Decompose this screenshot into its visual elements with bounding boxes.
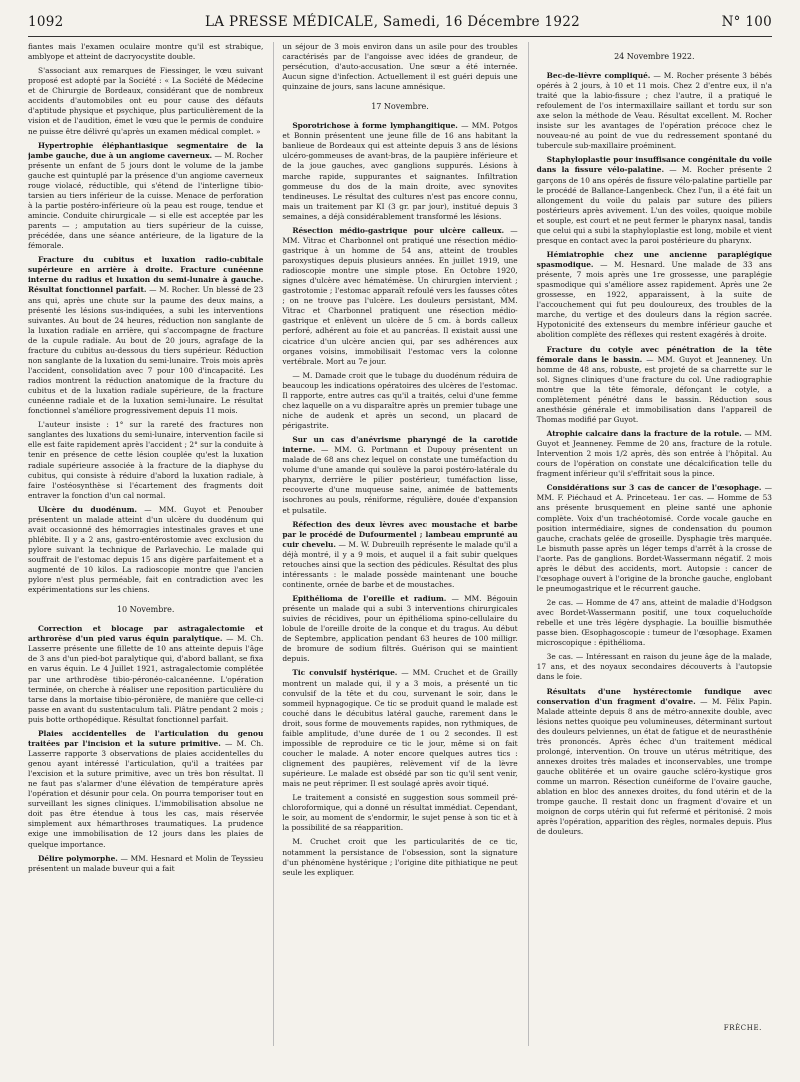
article-body: 3e cas. — Intéressant en raison du jeune âge de la malade, 17 ans, et des noyaux secondaires découverts à l'autopsie dans le foie. — [536, 652, 772, 682]
session-date — [537, 52, 772, 63]
session-date — [28, 605, 263, 616]
article-paragraph — [28, 255, 263, 416]
article-body: L'auteur insiste : 1° sur la rareté des fractures non sanglantes des luxations du semi-lunaire, intervention facile si elle est faite rapidement après l'accident ; 2° sur la conduite à tenir en présence de cette lésion couplée qu'est la luxation radiale supérieure associée à la fracture de la diaphyse du cubitus, qui consiste à réduire d'abord la luxation radiale, à faire l'ostéosynthèse si l'écartement des fragments doit entraver la fonction d'un cal normal. — [28, 420, 264, 500]
text-columns — [28, 42, 772, 1046]
header-rule — [28, 36, 772, 37]
article-title: Considérations sur 3 cas de cancer de l'œsophage. — [546, 483, 762, 493]
article-title: Epithélioma de l'oreille et radium. — [292, 594, 447, 603]
article-body: — M. Damade croit que le tubage du duodénum réduira de beaucoup les indications opératoires des ulcères de l'estomac. Il rapporte, entre autres cas qu'il a traités, celui d'une femme chez laquelle on a vu disparaître après un premier tubage une niche de audenk et après un second, un placard de périgastrite. — [282, 370, 518, 430]
article-body: Le traitement a consisté en suggestion sous sommeil pré-chloroformique, qui a donné un résultat immédiat. Cependant, le soir, au moment de s'endormir, le sujet pense à son tic et à la possibilité de sa réapparition. — [282, 793, 518, 833]
article-body: un séjour de 3 mois environ dans un asile pour des troubles caractérisés par de l'angoisse avec idées de grandeur, de persécution, d'auto-accusation. Une sœur a été internée. Aucun signe d'infection. Actuellement il est guéri depuis une quinzaine de jours, sans lacune amnésique. — [282, 42, 518, 92]
article-body: S'associant aux remarques de Fiessinger, le vœu suivant proposé est adopté par la Société : « La Société de Médecine et de Chirurgie de Bordeaux, considérant que de nombreux accidents d'automobiles ont eu pour cause des défauts d'aptitude physique et psychique, plus particulièrement de la vision et de l'audition, émet le vœu que le permis de conduire ne puisse être délivré qu'après un examen médical complet. » — [28, 66, 264, 136]
article-paragraph — [282, 435, 517, 516]
article-body: — M. Rocher présente un enfant de 5 jours dont le volume de la jambe gauche est quintuplé par la présence d'un angiome caverneux rouge violacé, réductible, qui s'étend de l'interligne tibio-tarsien au tiers inférieur de la cuisse. Menace de perforation à la partie postéro-inférieure où la peau est rouge, tendue et amincie. Conduite chirurgicale — si elle est acceptée par les parents — ; amputation au tiers supérieur de la cuisse, précédée, dans une séance antérieure, de la ligature de la fémorale. — [28, 150, 264, 251]
article-paragraph — [28, 505, 263, 596]
article-paragraph — [537, 250, 772, 341]
article-paragraph — [282, 668, 517, 789]
article-title: Sporotrichose à forme lymphangitique. — [292, 121, 458, 131]
session-date-text: 10 Novembre. — [116, 605, 175, 615]
article-title: Staphyloplastie pour insuffisance congénitale du voile dans la fissure vélo-palatine. — [536, 155, 772, 175]
issue-number: N° 100 — [721, 14, 772, 30]
article-body: — M. Rocher présente 2 garçons de 10 ans opérés de fissure vélo-palatine partielle par le procédé de Ballance-Langenbeck. Chez l'un, il a été fait un allongement du voile du palais par suture des piliers postérieurs après avivement. L'un des voiles, quoique mobile et souple, est court et ne peut fermer le pharynx nasal, tandis que celui qui a subi la staphyloplastie est long, mobile et vient presque en contact avec la paroi postérieure du pharynx. — [536, 165, 772, 245]
article-paragraph — [537, 71, 772, 152]
article-body: — M. Ch. Lasserre présente une fillette de 10 ans atteinte depuis l'âge de 3 ans d'un pied-bot paralytique qui, d'abord ballant, se fixa en varus équin. Le 4 Juillet 1921, astragalectomie complétée par une arthrodèse tibio-péronéo-calcanéenne. L'opération terminée, on cherche à réaliser une reposition particulière du tarse dans la mortaise tibio-péronière, de manière que celle-ci passe en avant du sustentaculum tali. Plâtre pendant 2 mois ; puis botte orthopédique. Résultat fonctionnel parfait. — [28, 634, 264, 724]
article-paragraph — [282, 520, 517, 590]
article-paragraph — [28, 42, 263, 62]
article-body: — MM. Guyot et Jeanneney. Un homme de 48 ans, robuste, est projeté de sa charrette sur le sol. Signes cliniques d'une fracture du col. Une radiographie montre que la tête fémorale, défonçant le cotyle, a complètement pénétré dans le bassin. Réduction sous anesthésie générale et immobilisation dans l'appareil de Thomas modifié par Guyot. — [536, 354, 772, 424]
article-paragraph — [28, 624, 263, 725]
article-body: — MM. Potgos et Bonnin présentent une jeune fille de 16 ans habitant la banlieue de Bordeaux qui est atteinte depuis 3 ans de lésions ulcéro-gommeuses de avant-bras, de la paupière inférieure et de la joue gauches, avec ganglions suppurés. Lésions à marche rapide, suppurantes et saignantes. Infiltration gommeuse du dos de la main droite, avec synovites tendineuses. Le résultat des cultures n'est pas encore connu, mais un traitement par KI (3 gr. par jour), institué depuis 3 semaines, a déjà considérablement transformé les lésions. — [282, 121, 518, 221]
article-body: 2e cas. — Homme de 47 ans, atteint de maladie d'Hodgson avec Bordet-Wassermann positif, une toux coqueluchoïde rebelle et une très légère dysphagie. La bouillie bismuthée passe bien. Œsophagoscopie : tumeur de l'œsophage. Examen microscopique : épithélioma. — [536, 598, 772, 648]
article-title: Fracture du cubitus et luxation radio-cubitale supérieure en arrière à droite. Fracture cunéenne interne du radius et luxation du semi-lunaire à gauche. Résultat fonctionnel parfait. — [28, 255, 264, 295]
article-paragraph — [28, 420, 263, 501]
article-paragraph — [537, 598, 772, 648]
journal-title: LA PRESSE MÉDICALE, Samedi, 16 Décembre 1922 — [205, 14, 581, 30]
article-body: — MM. Cruchet et de Grailly montrent un malade qui, il y a 3 mois, a présenté un tic convulsif de la tête et du cou, survenant le soir, dans le sommeil hypnagogique. Ce tic se produit quand le malade est couché dans le décubitus latéral gauche, rarement dans le droit, sous forme de mouvements rapides, non rythmiques, de faible amplitude, d'une durée de 1 ou 2 secondes. Il est impossible de reproduire ce tic le jour, même si on fait coucher le malade. A noter encore quelques autres tics : clignement des paupières, relèvement vif de la lèvre supérieure. Le malade est obsédé par son tic qu'il sent venir, mais ne peut réprimer. Il est soulagé après avoir tiqué. — [282, 668, 518, 789]
article-title: Délire polymorphe. — [38, 853, 118, 863]
article-paragraph — [282, 42, 517, 92]
article-paragraph — [282, 226, 517, 367]
article-body: — M. W. Dubreuilh représente le malade qu'il a déjà montré, il y a 9 mois, et auquel il a fait subir quelques retouches ainsi que la section des pédicules. Résultat des plus intéressants : le malade possède maintenant une bouche continente, ornée de barbe et de moustaches. — [282, 539, 518, 589]
article-title: Atrophie calcaire dans la fracture de la rotule. — [546, 429, 742, 438]
session-date — [282, 102, 517, 113]
article-title: Plaies accidentelles de l'articulation du genou traitées par l'incision et la suture primitive. — [28, 728, 264, 748]
article-body: — M. Félix Papin. Malade atteinte depuis 8 ans de métro-annexite double, avec lésions nettes quoique peu volumineuses, déterminant surtout des douleurs pelviennes, un état de fatigue et de neurasthénie très prononcés. Après échec d'un traitement médical prolongé, intervention. On trouve un utérus métritique, des annexes droites très malades et inconservables, une trompe gauche oblitérée et un ovaire gauche scléro-kystique gros comme un marron. Résection cunéiforme de l'ovaire gauche, ablation en bloc des annexes droites, du fond utérin et de la trompe gauche. Il restait donc un fragment d'ovaire et un moignon de corps utérin qui fut refermé et péritonisé. 2 mois après l'opération, apparition des règles, normales depuis. Plus de douleurs. — [536, 696, 772, 837]
article-paragraph — [28, 141, 263, 252]
article-paragraph — [282, 371, 517, 431]
article-paragraph — [537, 483, 772, 594]
author-signature: FRÈCHE. — [723, 1024, 762, 1032]
article-paragraph — [28, 729, 263, 850]
column-left — [28, 42, 263, 1046]
article-body: — M. Rocher. Un blessé de 23 ans qui, après une chute sur la paume des deux mains, a présenté les lésions sus-indiquées, a subi les interventions suivantes. Au bout de 24 heures, réduction non sanglante de la luxation radiale en arrière, qui s'accompagne de fracture de la cupule radiale. Au bout de 20 jours, agrafage de la fracture du cubitus au-dessous du tiers supérieur. Réduction non sanglante de la luxation du semi-lunaire. Trois mois après l'accident, consolidation avec 7 pour 100 d'incapacité. Les radios montrent la réduction anatomique de la fracture du cubitus et de la luxation radiale supérieure, de la fracture cunéenne radiale et de la luxation semi-lunaire. Le résultat fonctionnel s'améliore progressivement depuis 11 mois. — [28, 285, 264, 416]
article-title: Résultats d'une hystérectomie fundique avec conservation d'un fragment d'ovaire. — [536, 686, 772, 706]
article-body: — MM. G. Portmann et Dupouy présentent un malade de 68 ans chez lequel on constate une tuméfaction du volume d'une amande qui soulève la paroi postéro-latérale du pharynx, derrière le pilier postérieur, tuméfaction lisse, recouverte d'une muqueuse saine, animée de battements isochrones au pouls, réniforme, régulière, douée d'expansion et pulsatile. — [282, 445, 518, 515]
article-paragraph — [537, 155, 772, 246]
article-paragraph — [537, 429, 772, 479]
article-body: — M. Rocher présente 3 bébés opérés à 2 jours, à 10 et 11 mois. Chez 2 d'entre eux, il n'a traité que la labio-fissure ; chez l'autre, il a pratiqué le refoulement de l'os intermaxillaire saillant et tordu sur son axe selon la méthode de Veau. Résultat excellent. M. Rocher insiste sur les avantages de l'opération précoce chez le nouveau-né au point de vue du redressement spontané du tubercule sub-maxillaire proéminent. — [536, 70, 772, 151]
page-header — [28, 14, 772, 36]
article-body: — M. Hesnard. Une malade de 33 ans présente, 7 mois après une 1re grossesse, une paraplégie spasmodique qui s'améliore assez rapidement. Après une 2e grossesse, en 1922, apparaissent, à la suite de l'accouchement qui fut peu douloureux, des troubles de la marche, du vertige et des douleurs dans la région sacrée. Hypotonicité des extenseurs du membre inférieur gauche et abolition complète des réflexes qui restent exagérés à droite. — [536, 260, 772, 340]
article-body: M. Cruchet croit que les particularités de ce tic, notamment la persistance de l'obsession, sont la signature d'un phénomène hystérique ; l'origine dite pithiatique ne peut seule les expliquer. — [282, 837, 518, 877]
article-title: Résection médio-gastrique pour ulcère calleux. — [292, 225, 505, 235]
article-title: Fracture du cotyle avec pénétration de la tête fémorale dans le bassin. — [536, 344, 772, 364]
article-paragraph — [282, 594, 517, 664]
page-number: 1092 — [28, 14, 64, 30]
article-body: — M. Ch. Lasserre rapporte 3 observations de plaies accidentelles du genou ayant intéressé l'articulation, qu'il a traitées par l'excision et la suture primitive, avec un très bon résultat. Il ne faut pas s'alarmer d'une élévation de température après l'opération et désunir pour cela. On pourra temporiser tout en surveillant les signes cliniques. L'immobilisation absolue ne doit pas être étendue à tous les cas, mais réservée simplement aux hémarthroses traumatiques. La prudence exige une immobilisation de 12 jours dans les plaies de quelque importance. — [28, 738, 264, 849]
column-right — [528, 42, 772, 1046]
article-body: — MM. Guyot et Penouber présentent un malade atteint d'un ulcère du duodénum qui avait occasionné des hémorragies intestinales graves et une phlébite. Il y a 2 ans, gastro-entérostomie avec exclusion du pylore suivant la technique de Parlavechio. Le malade qui souffrait de l'estomac depuis 15 ans digère parfaitement et a augmenté de 10 kilos. La radioscopie montre que l'ancien pylore n'est plus perméable, fait en contradiction avec les expérimentations sur les chiens. — [28, 504, 264, 595]
article-body: — MM. Guyot et Jeanneney. Femme de 20 ans, fracture de la rotule. Intervention 2 mois 1/2 après, dès son entrée à l'hôpital. Au cours de l'opération on constate une décalcification telle du fragment inférieur qu'il s'effritait sous la pince. — [536, 429, 772, 479]
article-title: Hypertrophie éléphantiasique segmentaire de la jambe gauche, due à un angiome caverneux. — [28, 140, 264, 160]
article-paragraph — [537, 687, 772, 838]
article-paragraph — [282, 837, 517, 877]
article-title: Correction et blocage par astragalectomie et arthrorèse d'un pied varus équin paralytique. — [28, 624, 264, 644]
article-body: — MM. Vitrac et Charbonnel ont pratiqué une résection médio-gastrique à un homme de 54 ans, atteint de troubles paroxystiques depuis plusieurs années. En juillet 1919, une radioscopie montre une simple ptose. En Octobre 1920, signes d'ulcère avec hématémèse. Un chirurgien intervient ; gastrotomie ; l'estomac apparaît refoulé vers les fausses côtes ; on ne trouve pas l'ulcère. Les douleurs persistant, MM. Vitrac et Charbonnel pratiquent une résection médio-gastrique et enlèvent un ulcère de 5 cm. à bords calleux perforé, adhérent au foie et au pancréas. Il existait aussi une cicatrice d'un ulcère ancien qui, par ses adhérences aux organes voisins, immobilisait l'estomac vers la colonne vertébrale. Mort au 7e jour. — [282, 225, 518, 366]
article-title: Réfection des deux lèvres avec moustache et barbe par le procédé de Dufourmentel ; lambeau emprunté au cuir chevelu. — [282, 519, 518, 549]
article-title: Bec-de-lièvre compliqué. — [546, 70, 651, 80]
article-paragraph — [282, 121, 517, 222]
article-body: fiantes mais l'examen oculaire montre qu'il est strabique, amblyope et atteint de dacryocystite double. — [28, 42, 264, 62]
article-paragraph — [282, 793, 517, 833]
article-title: Hémiatrophie chez une ancienne paraplégique spasmodique. — [536, 249, 772, 269]
article-title: Tic convulsif hystérique. — [292, 668, 398, 678]
session-date-text: 17 Novembre. — [371, 102, 429, 112]
article-paragraph — [537, 652, 772, 682]
article-body: — MM. Hesnard et Molin de Teyssieu présentent un malade buveur qui a fait — [28, 853, 264, 873]
article-paragraph — [28, 66, 263, 136]
article-body: — MM. F. Piéchaud et A. Princeteau. 1er cas. — Homme de 53 ans présente brusquement en pleine santé une aphonie complète. Voix d'un trachéotomisé. Corde vocale gauche en position intermédiaire, signes de condensation du poumon gauche, crachats gelée de groseille. Dysphagie très marquée. Le bismuth passe après un léger temps d'arrêt à la crosse de l'aorte. Pas de ganglions. Bordet-Wassermann négatif. 2 mois après le début des accidents, mort. Autopsie : cancer de l'œsophage ouvert à l'origine de la bronche gauche, englobant le pneumogastrique et le récurrent gauche. — [536, 483, 772, 593]
article-title: Sur un cas d'anévrisme pharyngé de la carotide interne. — [282, 435, 518, 455]
article-title: Ulcère du duodénum. — [38, 504, 138, 514]
article-paragraph — [28, 854, 263, 874]
article-body: — MM. Bégouin présente un malade qui a subi 3 interventions chirurgicales suivies de récidives, pour un épithélioma spino-cellulaire du lobule de l'oreille droite de la conque et du tragus. Au début de Septembre, application pendant 63 heures de 100 milligr. de bromure de sodium filtrés. Guérison qui se maintient depuis. — [282, 594, 518, 664]
column-middle — [273, 42, 517, 1046]
session-date-text: 24 Novembre 1922. — [614, 52, 695, 61]
article-paragraph — [537, 345, 772, 426]
